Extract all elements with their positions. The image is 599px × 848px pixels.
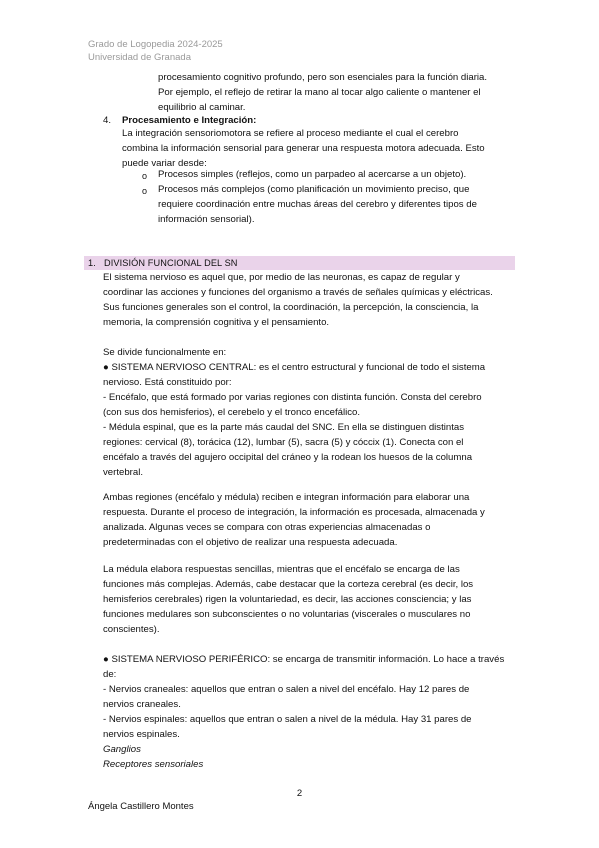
text-line: nervioso. Está constituido por: [103,377,232,388]
header-university: Universidad de Granada [88,52,191,63]
text-line: predeterminadas con el objetivo de realizar una respuesta adecuada. [103,537,398,548]
text-line: analizada. Algunas veces se compara con otras experiencias almacenadas o [103,522,431,533]
text-line: La integración sensoriomotora se refiere al proceso mediante el cual el cerebro [122,128,459,139]
text-line: funciones más complejas. Además, cabe destacar que la corteza cerebral (es decir, los [103,579,474,590]
text-line: El sistema nervioso es aquel que, por medio de las neuronas, es capaz de regular y [103,272,460,283]
text-line: funciones medulares son subconscientes o no voluntarias (viscerales o musculares no [103,609,471,620]
footer-author: Ángela Castillero Montes [88,801,194,812]
receptores-line: Receptores sensoriales [103,759,204,770]
text-line: Procesos más complejos (como planificación un movimiento preciso, que [158,184,470,195]
text-line: Sus funciones generales son el control, la coordinación, la percepción, la consciencia, la [103,302,479,313]
divide-line: Se divide funcionalmente en: [103,347,227,358]
text-line: respuesta. Durante el proceso de integración, la información es procesada, almacenada y [103,507,485,518]
text-line: ● SISTEMA NERVIOSO CENTRAL: es el centro estructural y funcional de todo el sistema [103,362,486,373]
bullet-marker: o [142,186,148,196]
intro-paragraph [103,270,493,330]
text-line: regiones: cervical (8), torácica (12), lumbar (5), sacra (5) y cóccix (1). Conecta con el [103,437,464,448]
text-line: procesamiento cognitivo profundo, pero son esenciales para la función diaria. [158,72,488,83]
text-line: (con sus dos hemisferios), el cerebelo y el tronco encefálico. [103,407,361,418]
text-line: - Nervios craneales: aquellos que entran o salen a nivel del encéfalo. Hay 12 pares de [103,684,470,695]
bullet-marker: o [142,171,148,181]
text-line: nervios espinales. [103,729,180,740]
text-line: conscientes). [103,624,160,635]
section-title: DIVISIÓN FUNCIONAL DEL SN [104,258,238,268]
item-4-paragraph [122,126,485,171]
text-line: hemisferios cerebrales) rigen la voluntariedad, es decir, las acciones consciencia; y las [103,594,472,605]
text-line: Por ejemplo, el reflejo de retirar la mano al tocar algo caliente o mantener el [158,87,481,98]
text-line: La médula elabora respuestas sencillas, mientras que el encéfalo se encarga de las [103,564,460,575]
text-line: coordinar las acciones y funciones del organismo a través de señales químicas y eléctricas. [103,287,493,298]
text-line: requiere coordinación entre muchas áreas del cerebro y diferentes tipos de [158,199,477,210]
ambas-paragraph [103,490,485,550]
text-line: memoria, la comprensión cognitiva y el pensamiento. [103,317,330,328]
page-number: 2 [296,788,303,799]
text-line: Ambas regiones (encéfalo y médula) reciben e integran información para elaborar una [103,492,470,503]
text-line: información sensorial). [158,214,255,225]
text-line: de: [103,669,117,680]
text-line: ● SISTEMA NERVIOSO PERIFÉRICO: se encarga de transmitir información. Lo hace a través [103,654,505,665]
text-line: combina la información sensorial para generar una respuesta motora adecuada. Esto [122,143,485,154]
item-4-title: Procesamiento e Integración: [122,115,257,126]
section-number: 1. [88,258,96,268]
text-line: vertebral. [103,467,143,478]
text-line: puede variar desde: [122,158,207,169]
ganglios-line: Ganglios [103,744,141,755]
text-line: nervios craneales. [103,699,181,710]
text-line: equilibrio al caminar. [158,102,246,113]
snp-paragraph [103,652,504,772]
bullet-item: Procesos simples (reflejos, como un parpadeo al acercarse a un objeto). [158,169,467,180]
header-course: Grado de Logopedia 2024-2025 [88,39,223,50]
text-line: - Nervios espinales: aquellos que entran o salen a nivel de la médula. Hay 31 pares de [103,714,472,725]
item-4-number: 4. [103,115,112,126]
section-heading [88,257,238,270]
snc-paragraph [103,360,485,480]
continuation-paragraph [158,70,487,115]
medula-paragraph [103,562,473,637]
document-header [88,38,223,64]
text-line: encéfalo a través del agujero occipital del cráneo y la rodean los huesos de la columna [103,452,473,463]
text-line: - Encéfalo, que está formado por varias regiones con distinta función. Consta del cerebro [103,392,482,403]
bullet-item [158,182,477,227]
text-line: - Médula espinal, que es la parte más caudal del SNC. En ella se distinguen distintas [103,422,465,433]
